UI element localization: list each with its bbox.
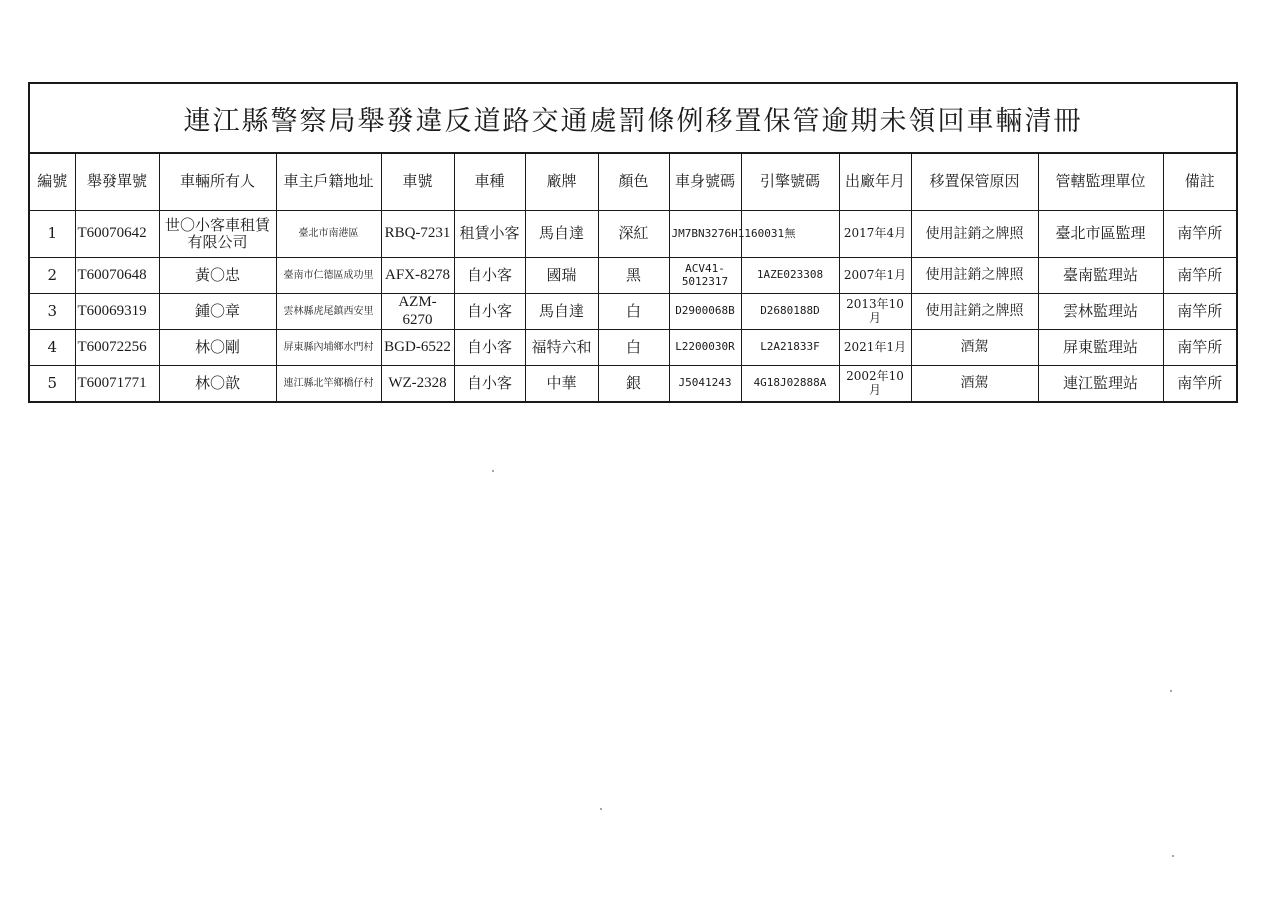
header-note: 備註 <box>1163 154 1236 211</box>
cell-report-no: T60072256 <box>75 330 159 366</box>
vehicle-table <box>30 154 1236 401</box>
cell-owner: 世〇小客車租賃有限公司 <box>159 211 276 258</box>
header-brand: 廠牌 <box>525 154 598 211</box>
cell-owner: 林〇剛 <box>159 330 276 366</box>
cell-no: 3 <box>30 294 75 330</box>
header-engine: 引擎號碼 <box>741 154 839 211</box>
cell-address: 臺北市南港區 <box>276 211 381 258</box>
header-no: 編號 <box>30 154 75 211</box>
vehicle-register-sheet <box>28 82 1238 403</box>
cell-type: 自小客 <box>454 258 525 294</box>
cell-engine: 無 <box>741 211 839 258</box>
cell-color: 深紅 <box>598 211 669 258</box>
table-header-row <box>30 154 1236 211</box>
cell-unit: 臺南監理站 <box>1038 258 1163 294</box>
cell-brand: 馬自達 <box>525 294 598 330</box>
cell-reason: 使用註銷之牌照 <box>911 294 1038 330</box>
cell-note: 南竿所 <box>1163 211 1236 258</box>
cell-brand: 福特六和 <box>525 330 598 366</box>
cell-reason: 使用註銷之牌照 <box>911 258 1038 294</box>
cell-report-no: T60071771 <box>75 366 159 402</box>
header-address: 車主戶籍地址 <box>276 154 381 211</box>
cell-plate: BGD-6522 <box>381 330 454 366</box>
cell-unit: 雲林監理站 <box>1038 294 1163 330</box>
cell-vin: J5041243 <box>669 366 741 402</box>
cell-report-no: T60069319 <box>75 294 159 330</box>
header-type: 車種 <box>454 154 525 211</box>
cell-unit: 連江監理站 <box>1038 366 1163 402</box>
cell-vin: ACV41-5012317 <box>669 258 741 294</box>
cell-no: 1 <box>30 211 75 258</box>
cell-engine: D2680188D <box>741 294 839 330</box>
cell-engine: L2A21833F <box>741 330 839 366</box>
header-report-no: 舉發單號 <box>75 154 159 211</box>
cell-color: 黑 <box>598 258 669 294</box>
table-row <box>30 294 1236 330</box>
header-owner: 車輛所有人 <box>159 154 276 211</box>
table-row <box>30 366 1236 402</box>
cell-vin: JM7BN3276H1160031 <box>669 211 741 258</box>
cell-no: 2 <box>30 258 75 294</box>
cell-address: 雲林縣虎尾鎮西安里 <box>276 294 381 330</box>
cell-plate: AZM-6270 <box>381 294 454 330</box>
table-row <box>30 258 1236 294</box>
scan-speck <box>1170 690 1172 692</box>
cell-vin: D2900068B <box>669 294 741 330</box>
header-unit: 管轄監理單位 <box>1038 154 1163 211</box>
scan-speck <box>600 808 602 810</box>
cell-date: 2002年10月 <box>839 366 911 402</box>
cell-color: 白 <box>598 294 669 330</box>
cell-owner: 林〇歆 <box>159 366 276 402</box>
scan-speck <box>492 470 494 472</box>
cell-type: 租賃小客 <box>454 211 525 258</box>
cell-reason: 酒駕 <box>911 330 1038 366</box>
cell-type: 自小客 <box>454 366 525 402</box>
header-vin: 車身號碼 <box>669 154 741 211</box>
cell-vin: L2200030R <box>669 330 741 366</box>
cell-unit: 屏東監理站 <box>1038 330 1163 366</box>
scan-speck <box>1172 855 1174 857</box>
cell-owner: 鍾〇章 <box>159 294 276 330</box>
header-reason: 移置保管原因 <box>911 154 1038 211</box>
cell-date: 2017年4月 <box>839 211 911 258</box>
cell-unit: 臺北市區監理 <box>1038 211 1163 258</box>
cell-note: 南竿所 <box>1163 294 1236 330</box>
cell-no: 5 <box>30 366 75 402</box>
cell-reason: 酒駕 <box>911 366 1038 402</box>
cell-report-no: T60070648 <box>75 258 159 294</box>
cell-type: 自小客 <box>454 294 525 330</box>
cell-reason: 使用註銷之牌照 <box>911 211 1038 258</box>
header-date: 出廠年月 <box>839 154 911 211</box>
cell-color: 銀 <box>598 366 669 402</box>
cell-type: 自小客 <box>454 330 525 366</box>
cell-color: 白 <box>598 330 669 366</box>
cell-date: 2013年10月 <box>839 294 911 330</box>
cell-brand: 中華 <box>525 366 598 402</box>
cell-address: 屏東縣內埔鄉水門村 <box>276 330 381 366</box>
cell-address: 連江縣北竿鄉橋仔村 <box>276 366 381 402</box>
cell-note: 南竿所 <box>1163 330 1236 366</box>
cell-plate: WZ-2328 <box>381 366 454 402</box>
cell-owner: 黃〇忠 <box>159 258 276 294</box>
table-row <box>30 211 1236 258</box>
cell-engine: 1AZE023308 <box>741 258 839 294</box>
header-plate: 車號 <box>381 154 454 211</box>
cell-note: 南竿所 <box>1163 366 1236 402</box>
header-color: 顏色 <box>598 154 669 211</box>
document-title: 連江縣警察局舉發違反道路交通處罰條例移置保管逾期未領回車輛清冊 <box>30 84 1236 154</box>
table-row <box>30 330 1236 366</box>
cell-note: 南竿所 <box>1163 258 1236 294</box>
cell-brand: 國瑞 <box>525 258 598 294</box>
cell-brand: 馬自達 <box>525 211 598 258</box>
cell-date: 2007年1月 <box>839 258 911 294</box>
cell-no: 4 <box>30 330 75 366</box>
cell-date: 2021年1月 <box>839 330 911 366</box>
cell-address: 臺南市仁德區成功里 <box>276 258 381 294</box>
cell-report-no: T60070642 <box>75 211 159 258</box>
cell-engine: 4G18J02888A <box>741 366 839 402</box>
cell-plate: RBQ-7231 <box>381 211 454 258</box>
cell-plate: AFX-8278 <box>381 258 454 294</box>
